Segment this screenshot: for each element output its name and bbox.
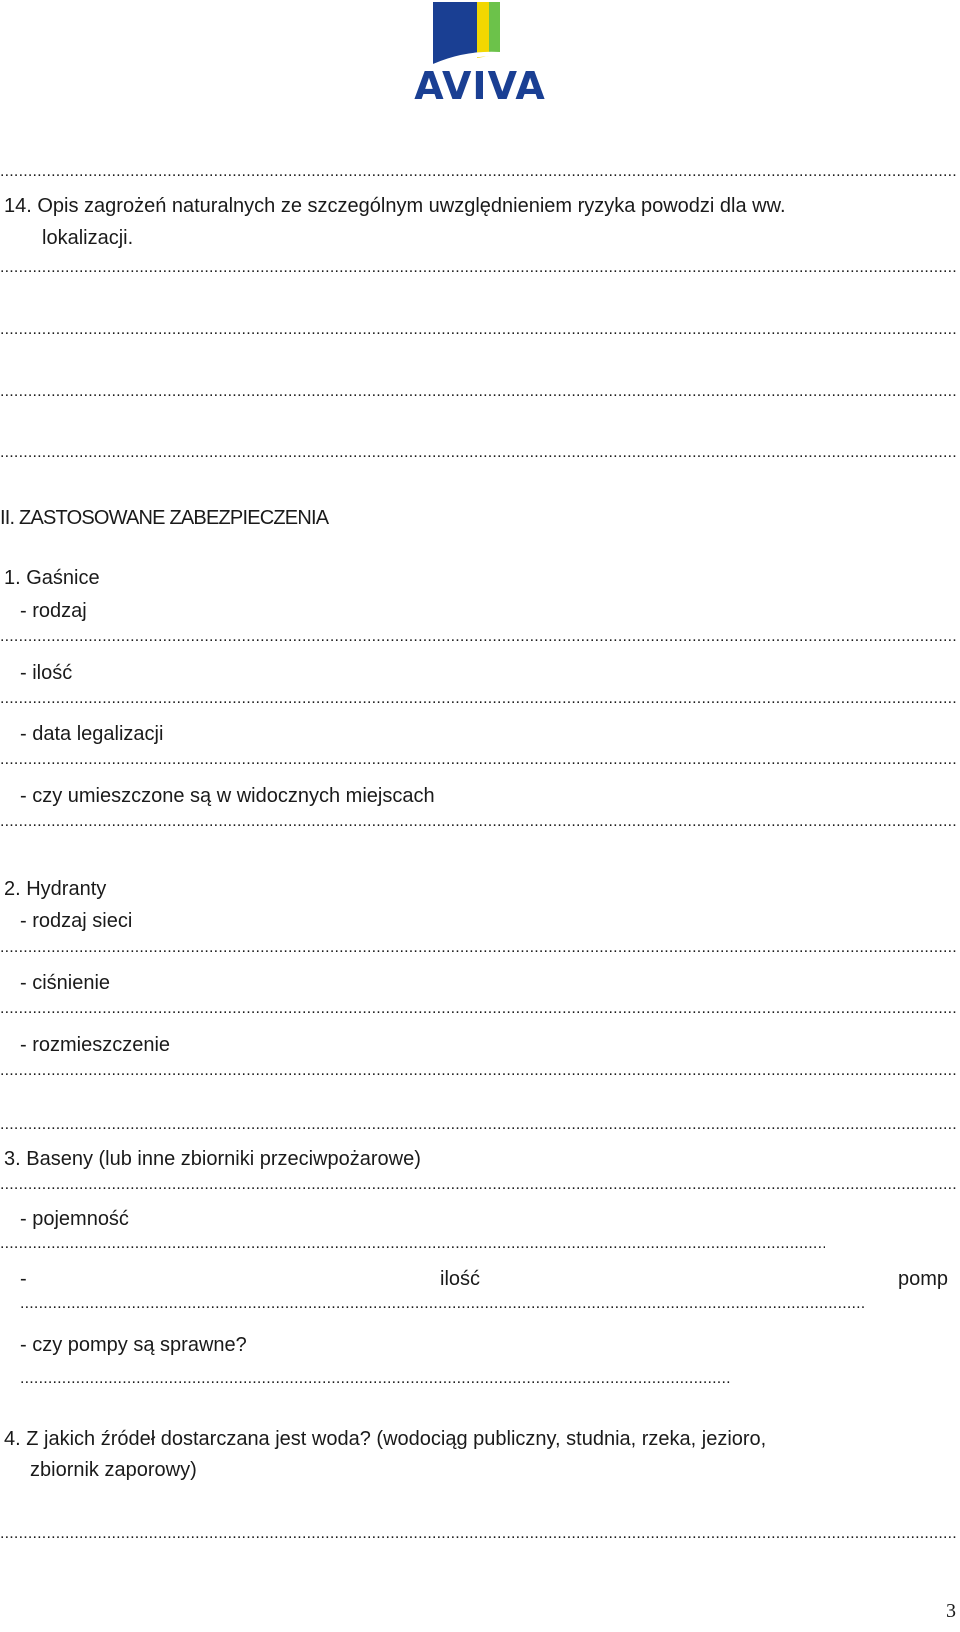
item1-title: 1. Gaśnice <box>4 567 100 589</box>
item1-rodzaj: - rodzaj <box>20 600 87 622</box>
dotted-line <box>0 754 958 766</box>
q14-line2: lokalizacji. <box>42 227 134 249</box>
dotted-line <box>0 693 958 705</box>
section-title: II. ZASTOSOWANE ZABEZPIECZENIA <box>0 507 329 529</box>
item4-line1: 4. Z jakich źródeł dostarczana jest woda? (wodociąg publiczny, studnia, rzeka, jezioro, <box>4 1428 767 1450</box>
dotted-line <box>0 166 958 178</box>
dotted-line <box>0 1238 825 1250</box>
dotted-line <box>0 942 958 954</box>
aviva-logo-text: AVIVA <box>414 64 546 108</box>
q14-line1: 14. Opis zagrożeń naturalnych ze szczególnym uwzględnieniem ryzyka powodzi dla ww. <box>4 195 786 217</box>
item3-title: 3. Baseny (lub inne zbiorniki przeciwpożarowe) <box>4 1148 421 1170</box>
item3-ilosc-dash: - <box>20 1268 27 1290</box>
dotted-line <box>0 816 958 828</box>
item3-ilosc-pomp: pomp <box>898 1268 949 1290</box>
dotted-line <box>0 262 958 274</box>
item1-ilosc: - ilość <box>20 662 73 684</box>
item4-line2: zbiornik zaporowy) <box>30 1459 197 1481</box>
dotted-line <box>0 1065 958 1077</box>
dotted-line <box>0 1528 958 1540</box>
aviva-logo-mark <box>405 0 555 66</box>
item3-sprawne: - czy pompy są sprawne? <box>20 1334 247 1356</box>
item3-pojemnosc: - pojemność <box>20 1208 129 1230</box>
dotted-line <box>0 386 958 398</box>
item2-title: 2. Hydranty <box>4 878 107 900</box>
dotted-line <box>0 324 958 336</box>
item1-data: - data legalizacji <box>20 723 164 745</box>
item2-siec: - rodzaj sieci <box>20 910 133 932</box>
dotted-line <box>20 1373 730 1385</box>
aviva-logo <box>405 0 555 108</box>
item1-czy: - czy umieszczone są w widocznych miejscach <box>20 785 435 807</box>
dotted-line <box>0 1179 958 1191</box>
dotted-line <box>0 1003 958 1015</box>
dotted-line <box>0 631 958 643</box>
page-number: 3 <box>946 1600 956 1622</box>
dotted-line <box>0 447 958 459</box>
dotted-line <box>0 1119 958 1131</box>
item2-rozmieszczenie: - rozmieszczenie <box>20 1034 171 1056</box>
item2-cisnienie: - ciśnienie <box>20 972 111 994</box>
dotted-line <box>20 1298 866 1310</box>
item3-ilosc-word: ilość <box>440 1268 481 1290</box>
